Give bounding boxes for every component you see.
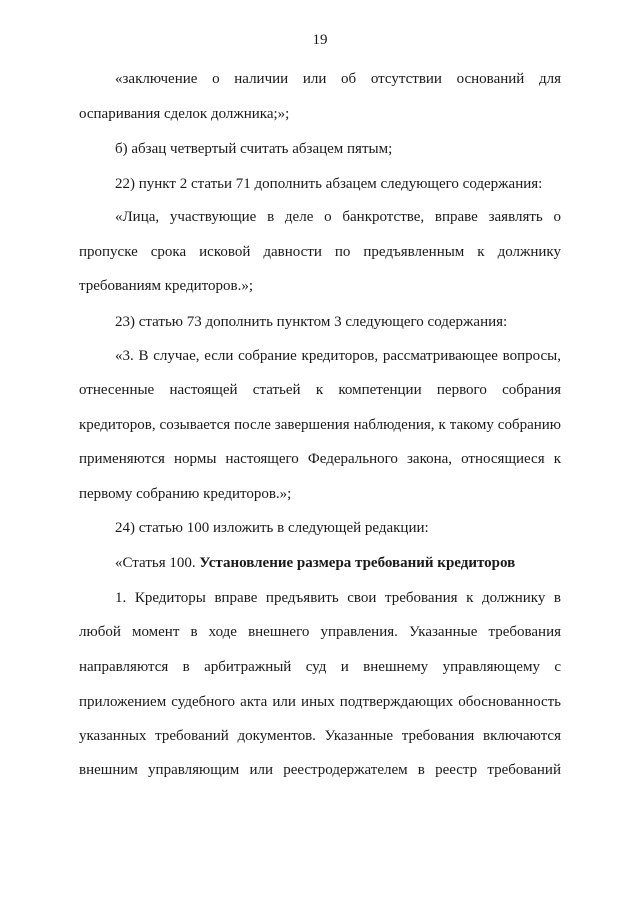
text-line: 23) статью 73 дополнить пунктом 3 следующего содержания: <box>115 314 508 330</box>
article-heading-title: Установление размера требований кредиторов <box>199 555 516 571</box>
text-line: «заключение о наличии или об отсутствии оснований для <box>115 71 561 87</box>
text-line: оспаривания сделок должника;»; <box>79 106 290 122</box>
text-line: кредиторов, созывается после завершения наблюдения, к такому собранию <box>79 417 561 433</box>
article-heading <box>115 554 515 572</box>
text-line: 24) статью 100 изложить в следующей редакции: <box>115 520 429 536</box>
text-line: «3. В случае, если собрание кредиторов, рассматривающее вопросы, <box>115 348 561 364</box>
text-line: б) абзац четвертый считать абзацем пятым; <box>115 141 393 157</box>
text-line: указанных требований документов. Указанные требования включаются <box>79 728 561 744</box>
text-line: любой момент в ходе внешнего управления. Указанные требования <box>79 624 561 640</box>
text-line: «Лица, участвующие в деле о банкротстве, вправе заявлять о <box>115 209 561 225</box>
text-line: 1. Кредиторы вправе предъявить свои требования к должнику в <box>115 590 561 606</box>
text-line: применяются нормы настоящего Федерального закона, относящиеся к <box>79 451 561 467</box>
text-line: требованиям кредиторов.»; <box>79 278 254 294</box>
text-line: первому собранию кредиторов.»; <box>79 486 292 502</box>
text-line: направляются в арбитражный суд и внешнему управляющему с <box>79 659 561 675</box>
text-line: пропуске срока исковой давности по предъявленным к должнику <box>79 244 561 260</box>
page-number: 19 <box>312 32 328 48</box>
text-line: 22) пункт 2 статьи 71 дополнить абзацем следующего содержания: <box>115 176 543 192</box>
text-line: отнесенные настоящей статьей к компетенции первого собрания <box>79 382 561 398</box>
text-line: внешним управляющим или реестродержателем в реестр требований <box>79 762 561 778</box>
text-line: приложением судебного акта или иных подтверждающих обоснованность <box>79 694 561 710</box>
article-heading-prefix: «Статья 100. <box>115 555 200 571</box>
